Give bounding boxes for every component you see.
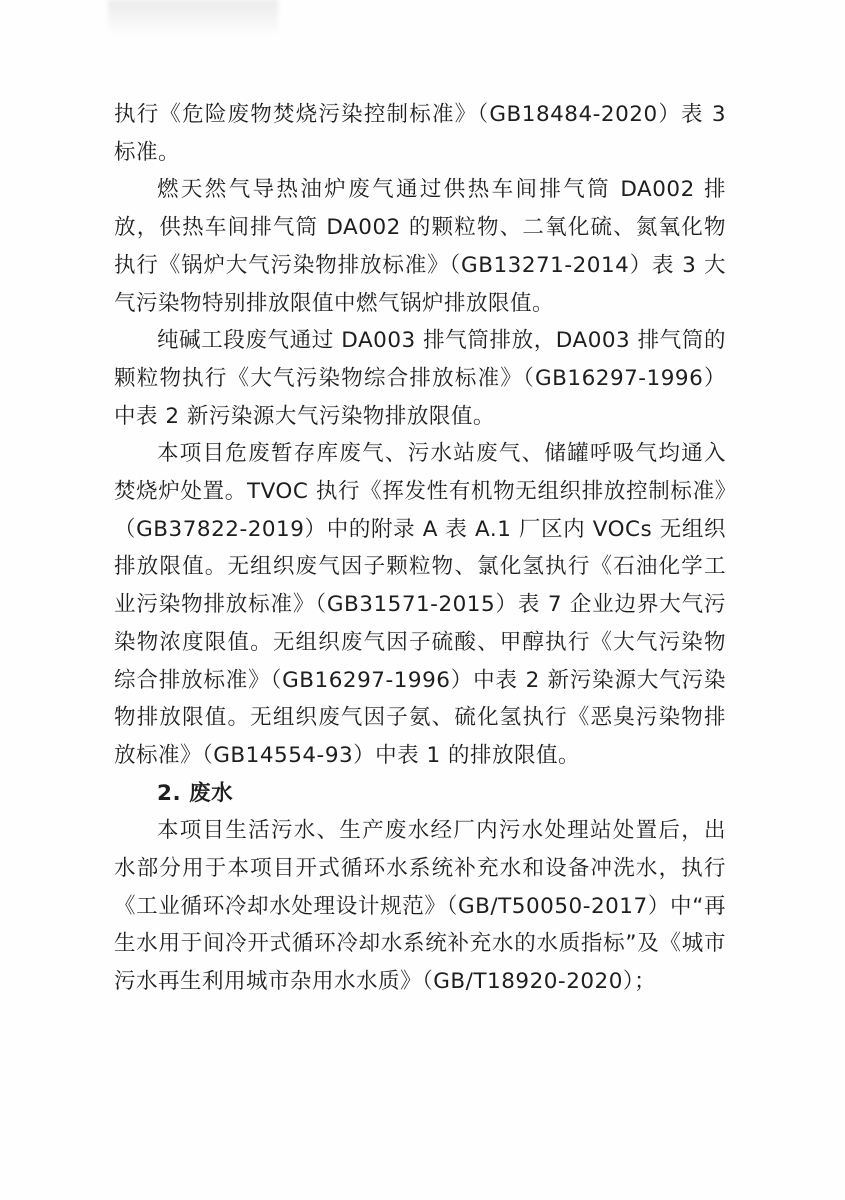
paragraph-heat-oil-boiler: 燃天然气导热油炉废气通过供热车间排气筒 DA002 排放，供热车间排气筒 DA002 的颗粒物、二氧化硫、氮氧化物执行《锅炉大气污染物排放标准》（GB13271-2014）表 3 大气污染物特别排放限值中燃气锅炉排放限值。 [114, 177, 726, 316]
paragraph-soda-ash: 纯碱工段废气通过 DA003 排气筒排放，DA003 排气筒的颗粒物执行《大气污染物综合排放标准》（GB16297-1996）中表 2 新污染源大气污染物排放限值。 [114, 328, 726, 429]
paragraph-wastewater: 本项目生活污水、生产废水经厂内污水处理站处置后，出水部分用于本项目开式循环水系统补充水和设备冲洗水，执行《工业循环冷却水处理设计规范》（GB/T50050-2017）中“再生水用于间冷开式循环冷却水系统补充水的水质指标”及《城市污水再生利用城市杂用水水质》（GB/T18920-2020）； [114, 818, 726, 995]
body-text [114, 96, 726, 1001]
paragraph-fugitive-emissions: 本项目危废暂存库废气、污水站废气、储罐呼吸气均通入焚烧炉处置。TVOC 执行《挥发性有机物无组织排放控制标准》（GB37822-2019）中的附录 A 表 A.1 厂区内 VOCs 无组织排放限值。无组织废气因子颗粒物、氯化氢执行《石油化学工业污染物排放标准》（GB31571-2015）表 7 企业边界大气污染物浓度限值。无组织废气因子硫酸、甲醇执行《大气污染物综合排放标准》（GB16297-1996）中表 2 新污染源大气污染物排放限值。无组织废气因子氨、硫化氢执行《恶臭污染物排放标准》（GB14554-93）中表 1 的排放限值。 [114, 441, 726, 768]
paragraph-continuation: 执行《危险废物焚烧污染控制标准》（GB18484-2020）表 3 标准。 [114, 102, 726, 165]
faint-header-mark [108, 0, 278, 34]
section-heading-wastewater: 2. 废水 [157, 780, 234, 806]
